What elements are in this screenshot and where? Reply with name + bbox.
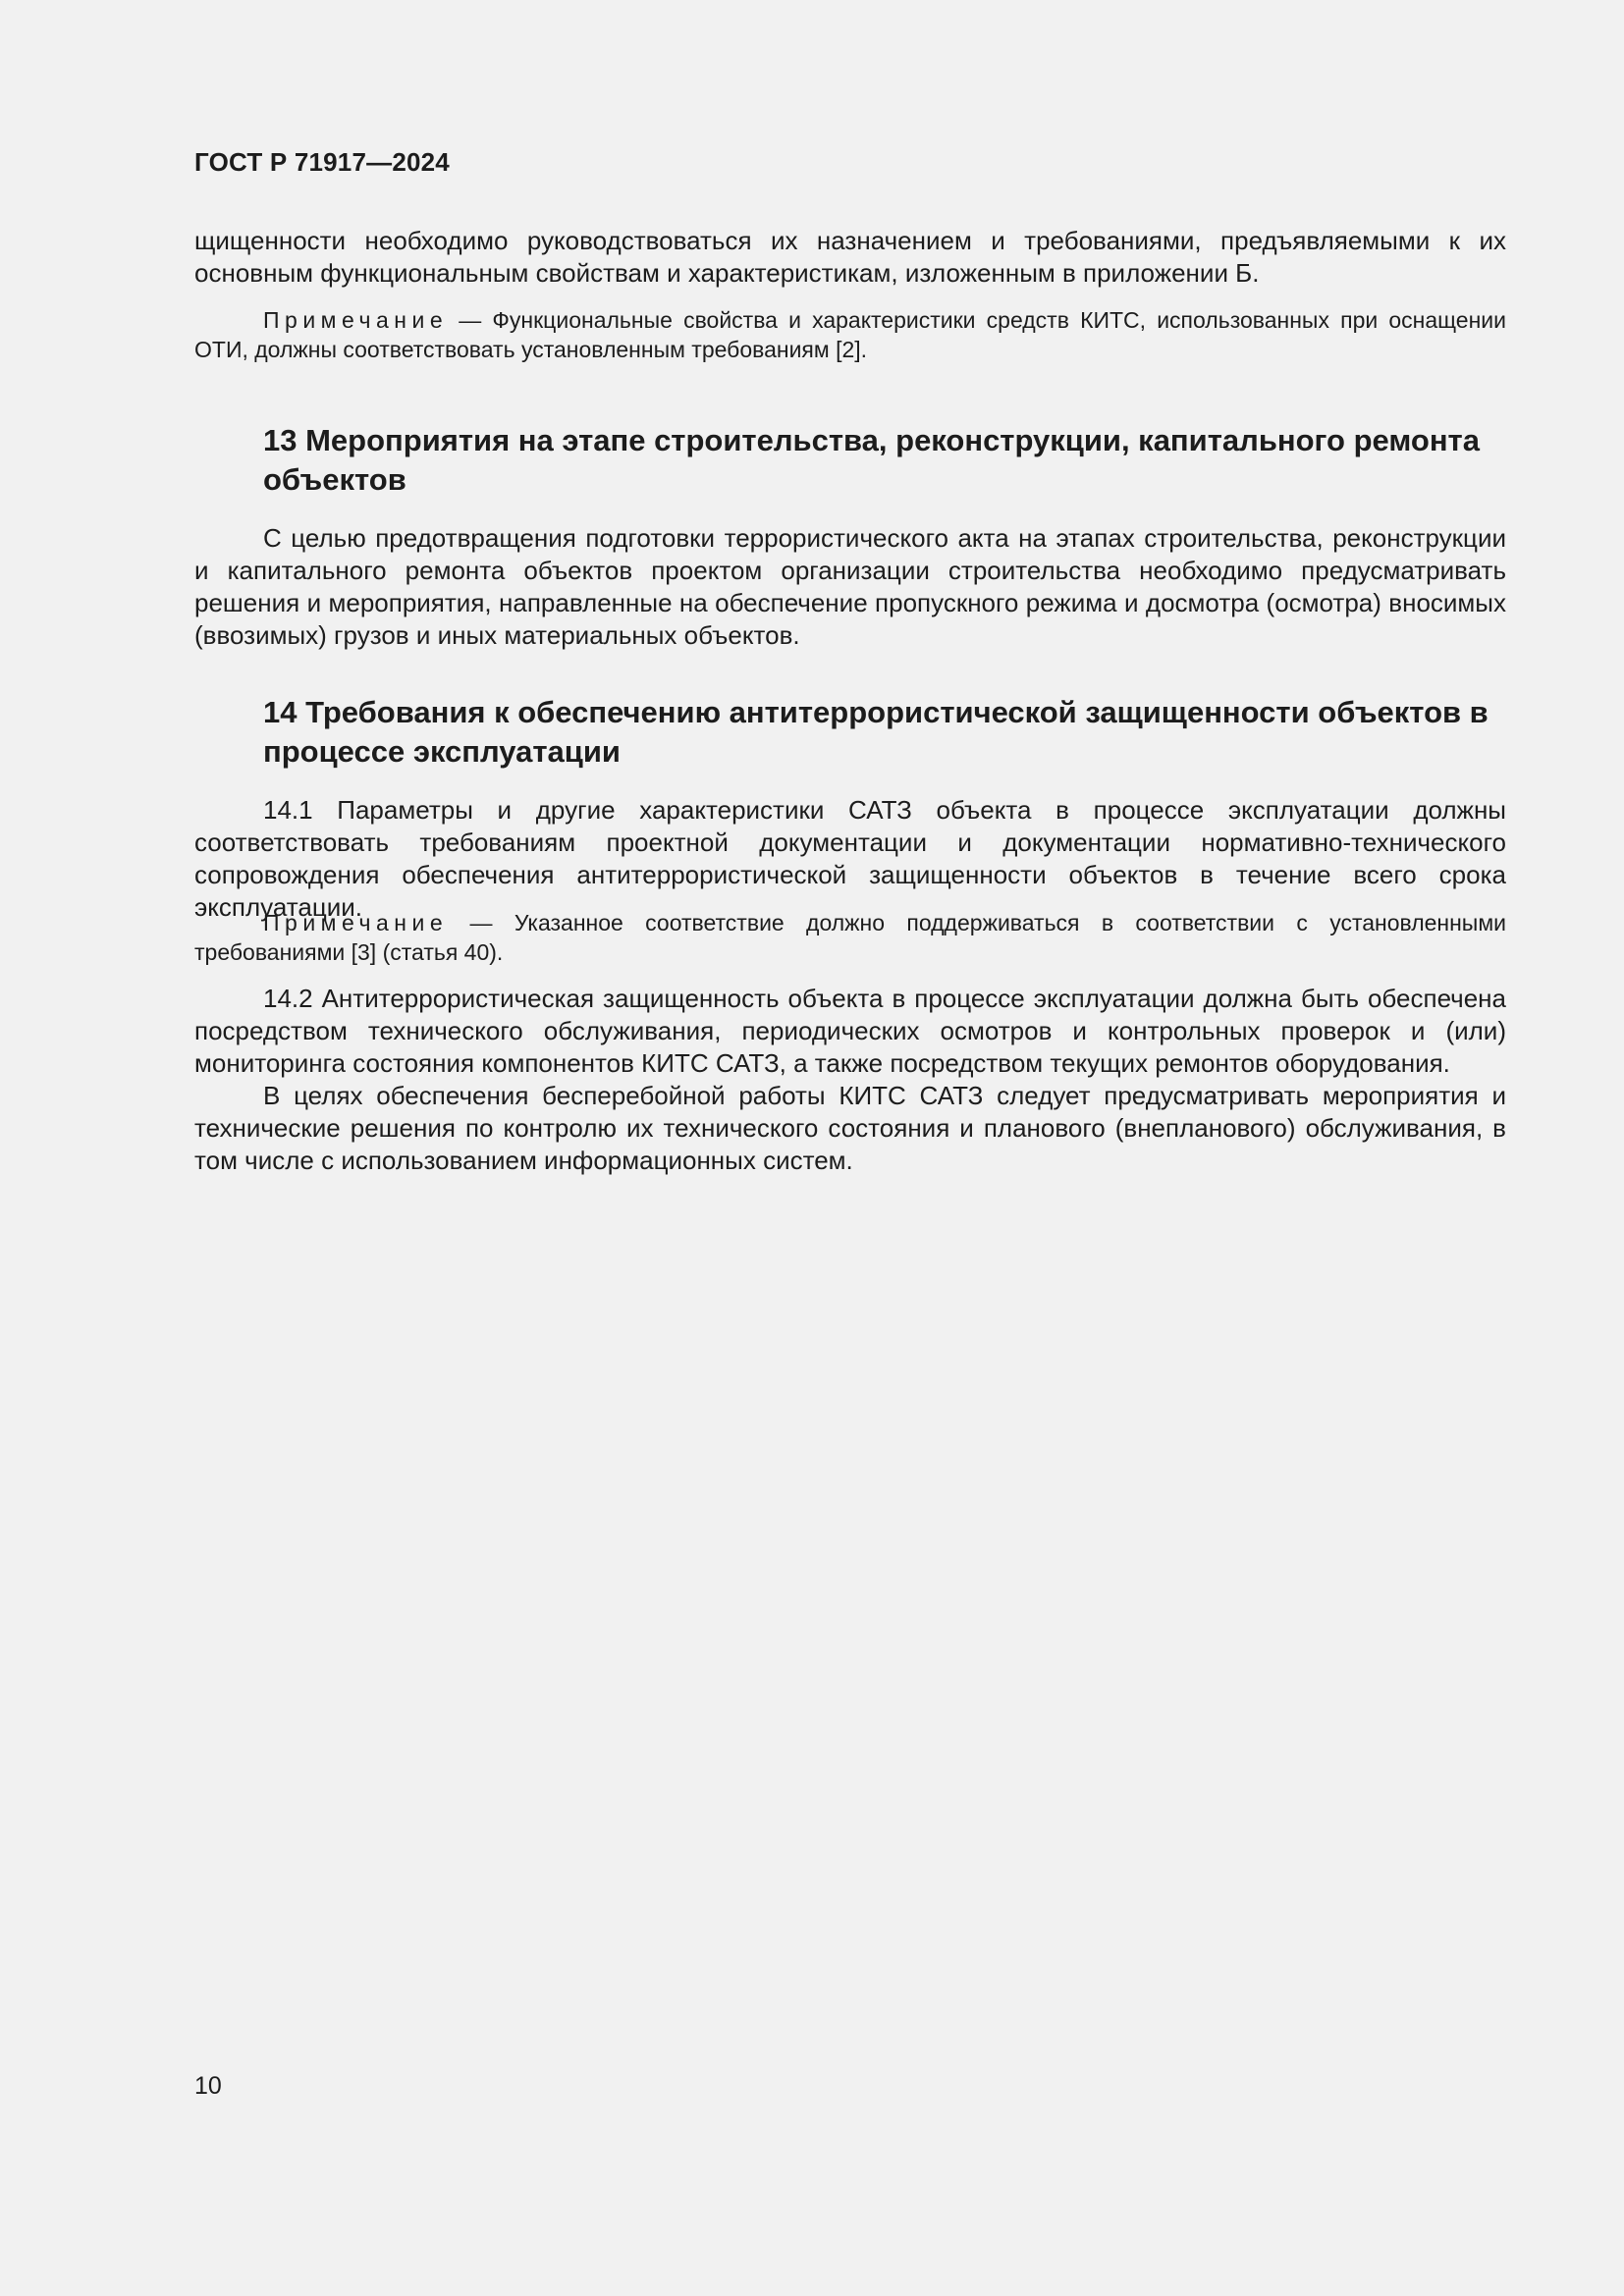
page-number: 10 <box>194 2072 222 2100</box>
section-13-body <box>194 522 1506 652</box>
section-14-1-paragraph: 14.1 Параметры и другие характеристики САТЗ объекта в процессе эксплуатации должны соответствовать требованиям проектной документации и документации нормативно-технического сопровождения обеспечения антитеррористической защищенности объектов в течение всего срока эксплуатации. <box>194 795 1506 922</box>
section-14-2 <box>194 983 1506 1177</box>
note-label: Примечание <box>263 307 449 333</box>
document-header: ГОСТ Р 71917—2024 <box>194 147 450 177</box>
section-13-title: 13 Мероприятия на этапе строительства, реконструкции, капитального ремонта объектов <box>263 423 1480 497</box>
note-text: — Функциональные свойства и характеристики средств КИТС, использованных при оснащении ОТИ, должны соответствовать установленным требованиям [2]. <box>194 307 1506 362</box>
note-text: — Указанное соответствие должно поддерживаться в соответствии с установленными требованиями [3] (статья 40). <box>194 910 1506 965</box>
intro-block <box>194 225 1506 290</box>
section-14-title-block <box>194 693 1506 772</box>
section-13-title-block <box>194 421 1506 500</box>
section-14-note <box>194 908 1506 967</box>
section-14-2-paragraph: 14.2 Антитеррористическая защищенность объекта в процессе эксплуатации должна быть обеспечена посредством технического обслуживания, периодических осмотров и контрольных проверок и (или) мониторинга состояния компонентов КИТС САТЗ, а также посредством текущих ремонтов оборудования. <box>194 984 1506 1078</box>
note-label: Примечание <box>263 910 449 935</box>
section-13-paragraph: С целью предотвращения подготовки террористического акта на этапах строительства, реконструкции и капитального ремонта объектов проектом организации строительства необходимо предусматривать решения и мероприятия, направленные на обеспечение пропускного режима и досмотра (осмотра) вносимых (ввозимых) грузов и иных материальных объектов. <box>194 523 1506 650</box>
section-14-title: 14 Требования к обеспечению антитеррористической защищенности объектов в процессе эксплуатации <box>263 695 1489 769</box>
intro-note <box>194 305 1506 364</box>
section-14-1 <box>194 794 1506 924</box>
section-14-continuation-paragraph: В целях обеспечения бесперебойной работы КИТС САТЗ следует предусматривать мероприятия и технические решения по контролю их технического состояния и планового (внепланового) обслуживания, в том числе с использованием информационных систем. <box>194 1081 1506 1175</box>
intro-paragraph: щищенности необходимо руководствоваться их назначением и требованиями, предъявляемыми к их основным функциональным свойствам и характеристикам, изложенным в приложении Б. <box>194 226 1506 288</box>
